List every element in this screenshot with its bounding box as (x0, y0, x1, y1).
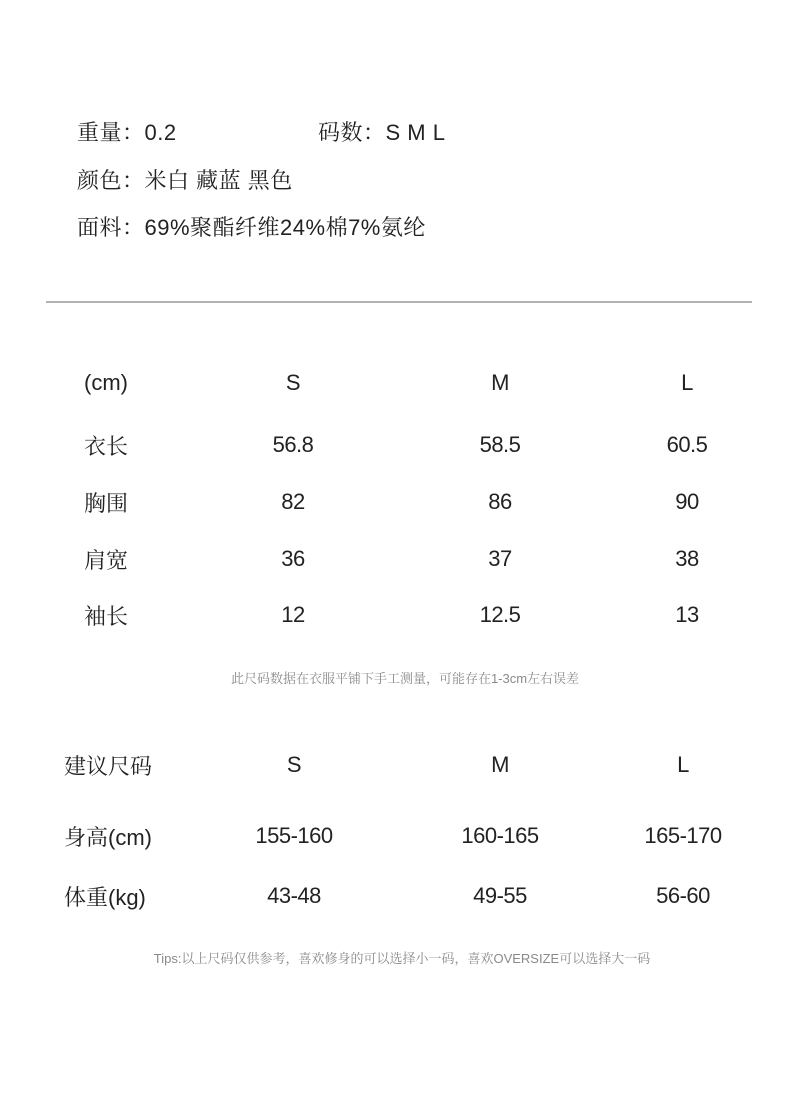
table-cell: 37 (488, 546, 512, 571)
table-cell: 12 (281, 602, 305, 627)
table-cell: 58.5 (479, 432, 521, 457)
size-chart-column-m: M (491, 370, 509, 395)
row-label-sleeve: 袖长 (84, 604, 129, 629)
row-label-length: 衣长 (84, 434, 129, 459)
recommendation-header: 建议尺码 (64, 754, 153, 779)
table-cell: 86 (488, 489, 512, 514)
row-label-weight: 体重(kg) (64, 885, 146, 910)
table-cell: 155-160 (255, 823, 333, 848)
measurement-note: 此尺码数据在衣服平铺下手工测量，可能存在1-3cm左右误差 (230, 671, 580, 686)
recommendation-column-s: S (286, 752, 302, 777)
table-cell: 13 (675, 602, 699, 627)
size-chart-column-s: S (285, 370, 301, 395)
table-cell: 56-60 (656, 883, 710, 908)
table-cell: 43-48 (267, 883, 321, 908)
table-cell: 82 (281, 489, 305, 514)
colors-info: 颜色：米白 藏蓝 黑色 (77, 168, 293, 193)
row-label-height: 身高(cm) (64, 825, 152, 850)
table-cell: 90 (675, 489, 699, 514)
table-cell: 160-165 (461, 823, 539, 848)
size-chart-column-l: L (681, 370, 693, 395)
fabric-info: 面料：69%聚酯纤维24%棉7%氨纶 (77, 215, 426, 240)
table-cell: 36 (281, 546, 305, 571)
size-tip: Tips:以上尺码仅供参考，喜欢修身的可以选择小一码，喜欢OVERSIZE可以选择大一码 (153, 951, 651, 966)
table-cell: 60.5 (666, 432, 708, 457)
row-label-shoulder: 肩宽 (84, 548, 129, 573)
weight-info: 重量：0.2 (77, 120, 177, 145)
table-cell: 49-55 (473, 883, 527, 908)
sizes-info: 码数：S M L (318, 120, 446, 145)
table-cell: 38 (675, 546, 699, 571)
recommendation-column-m: M (491, 752, 509, 777)
table-cell: 165-170 (644, 823, 722, 848)
size-chart-unit-header: (cm) (84, 370, 128, 395)
table-cell: 56.8 (272, 432, 314, 457)
section-divider (46, 301, 752, 303)
table-cell: 12.5 (479, 602, 521, 627)
row-label-chest: 胸围 (84, 491, 129, 516)
recommendation-column-l: L (677, 752, 689, 777)
